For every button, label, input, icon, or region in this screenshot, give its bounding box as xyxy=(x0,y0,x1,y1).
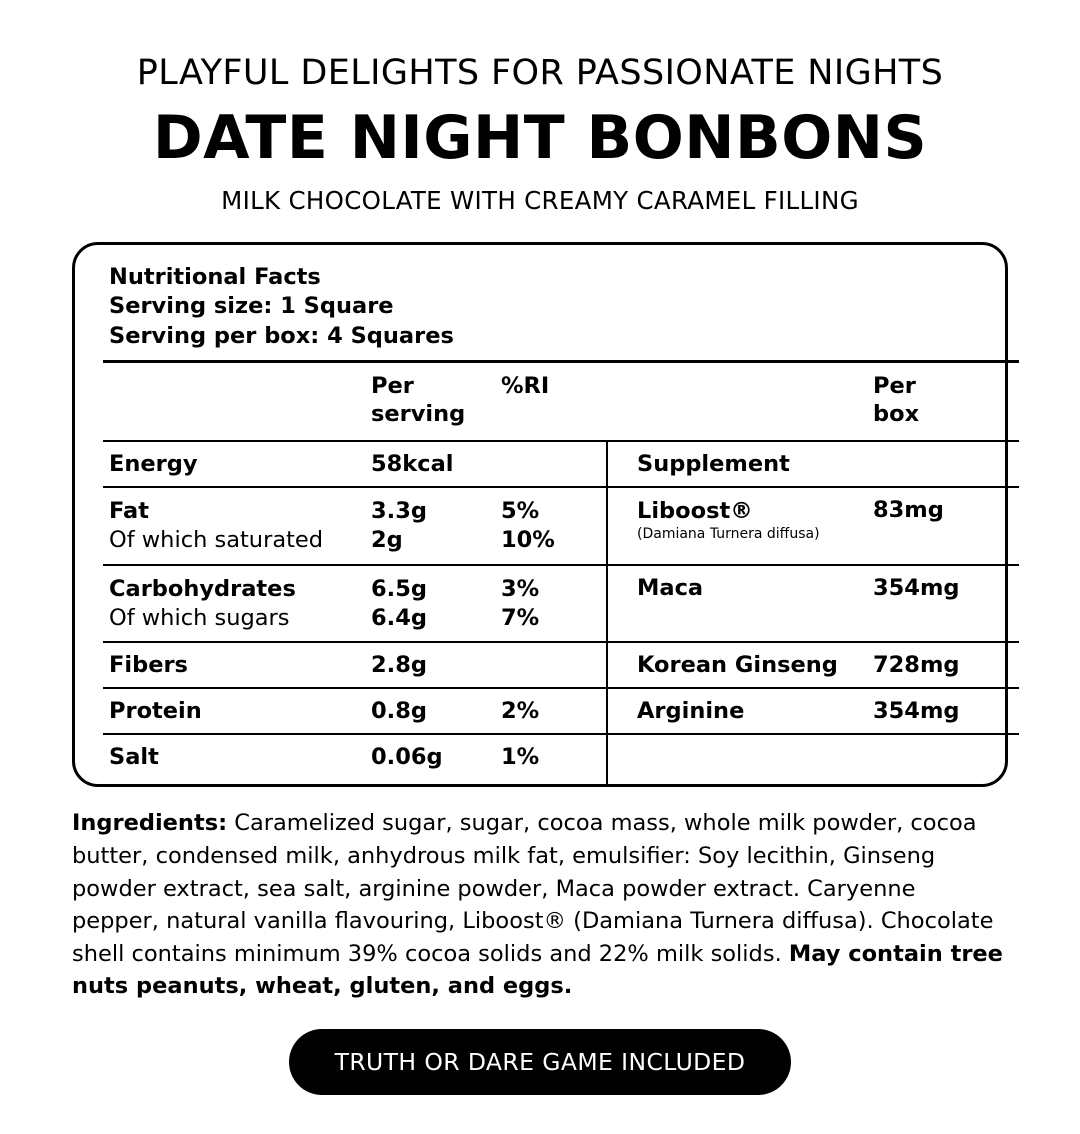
table-row xyxy=(103,642,1019,688)
nutrient-ri: 5% 10% xyxy=(495,487,607,565)
nutrient-ri xyxy=(495,642,607,688)
supplement-amount: 354mg xyxy=(867,565,1019,643)
supplement-name: Korean Ginseng xyxy=(609,642,867,688)
nutrient-name: Fat Of which saturated xyxy=(103,487,365,565)
header-supplement-blank xyxy=(609,362,867,441)
header-per-serving: Per serving xyxy=(365,362,495,441)
nutrient-ri: 2% xyxy=(495,688,607,734)
table-header-row xyxy=(103,362,1019,441)
supplement-amount: 728mg xyxy=(867,642,1019,688)
nutrient-value: 2.8g xyxy=(365,642,495,688)
nutrient-value: 6.5g 6.4g xyxy=(365,565,495,643)
supplement-name-blank xyxy=(609,734,867,784)
nutrient-ri xyxy=(495,441,607,487)
table-row xyxy=(103,487,1019,565)
nutrient-name: Protein xyxy=(103,688,365,734)
nutrient-name: Energy xyxy=(103,441,365,487)
table-row xyxy=(103,734,1019,784)
supplement-section-title: Supplement xyxy=(609,441,867,487)
supplement-amount-blank xyxy=(867,441,1019,487)
nutrient-name: Carbohydrates Of which sugars xyxy=(103,565,365,643)
serving-per-box: Serving per box: 4 Squares xyxy=(109,323,454,350)
nutrition-panel xyxy=(72,242,1008,788)
nutrition-panel-heading xyxy=(103,263,977,361)
header-nutrient xyxy=(103,362,365,441)
nutrient-value: 3.3g 2g xyxy=(365,487,495,565)
supplement-amount: 354mg xyxy=(867,688,1019,734)
serving-size: Serving size: 1 Square xyxy=(109,293,394,320)
allergen-warning: May contain tree nuts peanuts, wheat, gluten, and eggs. xyxy=(72,940,1003,1000)
nutrient-ri: 3% 7% xyxy=(495,565,607,643)
table-row xyxy=(103,441,1019,487)
truth-or-dare-badge: TRUTH OR DARE GAME INCLUDED xyxy=(289,1029,792,1095)
page-title: DATE NIGHT BONBONS xyxy=(152,102,928,173)
table-row xyxy=(103,565,1019,643)
tagline: PLAYFUL DELIGHTS FOR PASSIONATE NIGHTS xyxy=(136,53,944,93)
nutrition-facts-title: Nutritional Facts xyxy=(109,263,321,290)
supplement-name: Liboost® (Damiana Turnera diffusa) xyxy=(609,487,867,565)
supplement-amount: 83mg xyxy=(867,487,1019,565)
ingredients-paragraph xyxy=(72,807,1008,1003)
supplement-name: Arginine xyxy=(609,688,867,734)
header-per-box: Per box xyxy=(867,362,1019,441)
nutrient-value: 58kcal xyxy=(365,441,495,487)
nutrition-table xyxy=(103,360,1019,784)
product-subtitle: MILK CHOCOLATE WITH CREAMY CARAMEL FILLING xyxy=(221,185,859,215)
ingredients-body: Caramelized sugar, sugar, cocoa mass, whole milk powder, cocoa butter, condensed milk, anhydrous milk fat, emulsifier: Soy lecithin, Ginseng powder extract, sea salt, arginine powder, Maca powder extract. Caryenne pepper, natural vanilla flavouring, Liboost® (Damiana Turnera diffusa). Chocolate shell contains minimum 39% cocoa solids and 22% milk solids. xyxy=(72,810,994,967)
ingredients-label: Ingredients: xyxy=(72,810,228,837)
table-row xyxy=(103,688,1019,734)
label-page xyxy=(0,54,1080,1134)
supplement-name: Maca xyxy=(609,565,867,643)
nutrient-ri: 1% xyxy=(495,734,607,784)
header-ri: %RI xyxy=(495,362,607,441)
nutrient-value: 0.06g xyxy=(365,734,495,784)
nutrient-name: Fibers xyxy=(103,642,365,688)
nutrient-value: 0.8g xyxy=(365,688,495,734)
nutrient-name: Salt xyxy=(103,734,365,784)
pill-container xyxy=(72,1029,1008,1095)
supplement-amount-blank xyxy=(867,734,1019,784)
